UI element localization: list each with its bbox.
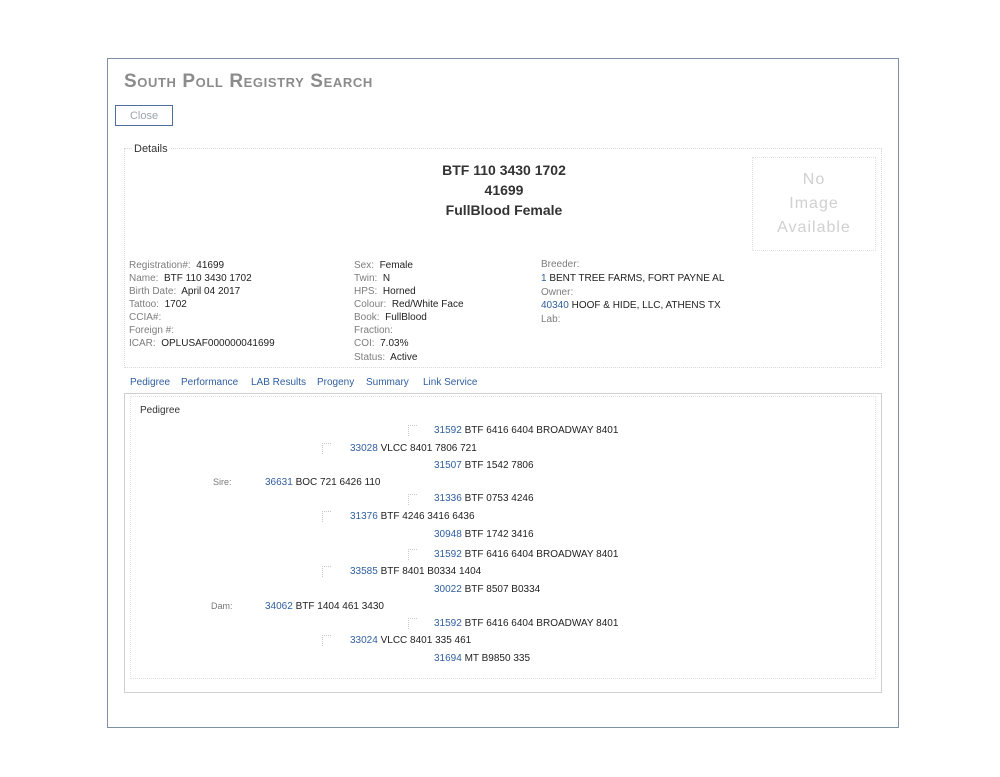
owner-label: Owner: xyxy=(541,287,574,298)
tab-progeny[interactable]: Progeny xyxy=(317,377,355,388)
owner-number-link[interactable]: 40340 xyxy=(541,300,569,311)
field-value: Female xyxy=(379,260,413,271)
detail-row xyxy=(354,325,396,336)
animal-name-heading: BTF 110 3430 1702 xyxy=(442,162,566,178)
animal-name: BTF 4246 3416 6436 xyxy=(380,511,475,522)
field-value: 1702 xyxy=(164,299,187,310)
field-label: ICAR: xyxy=(129,338,156,349)
pedigree-connector xyxy=(408,549,417,560)
details-legend: Details xyxy=(134,143,168,155)
pedigree-node-ddd xyxy=(434,653,530,664)
no-image-text: Available xyxy=(777,219,851,236)
no-image-placeholder xyxy=(752,157,876,251)
animal-name: BTF 8507 B0334 xyxy=(464,584,541,595)
dam-label: Dam: xyxy=(211,601,233,611)
pedigree-connector xyxy=(322,635,331,646)
detail-row xyxy=(354,260,413,271)
pedigree-connector xyxy=(322,511,331,522)
field-value: Red/White Face xyxy=(391,299,464,310)
field-value: Active xyxy=(390,352,418,363)
pedigree-connector xyxy=(322,443,331,454)
animal-name: VLCC 8401 7806 721 xyxy=(380,443,477,454)
detail-row xyxy=(354,286,416,297)
detail-row xyxy=(354,312,427,323)
pedigree-node-sss xyxy=(434,425,618,436)
field-value: BTF 110 3430 1702 xyxy=(164,273,252,284)
pedigree-legend: Pedigree xyxy=(140,405,181,416)
registration-link[interactable]: 31376 xyxy=(350,511,378,522)
field-value: Horned xyxy=(382,286,416,297)
tab-performance[interactable]: Performance xyxy=(181,377,239,388)
registration-link[interactable]: 33024 xyxy=(350,635,378,646)
field-label: Registration#: xyxy=(129,260,191,271)
registration-link[interactable]: 31592 xyxy=(434,618,462,629)
breeder-row xyxy=(541,273,724,284)
detail-row xyxy=(129,286,240,297)
no-image-text: Image xyxy=(789,195,839,212)
registration-link[interactable]: 31694 xyxy=(434,653,462,664)
breeder-label: Breeder: xyxy=(541,259,580,270)
registration-link[interactable]: 31592 xyxy=(434,549,462,560)
detail-row xyxy=(354,273,390,284)
animal-name: BTF 6416 6404 BROADWAY 8401 xyxy=(464,425,619,436)
tab-pedigree[interactable]: Pedigree xyxy=(130,377,171,388)
breeder-name: BENT TREE FARMS, FORT PAYNE AL xyxy=(549,273,725,284)
pedigree-connector xyxy=(408,425,417,436)
field-value: 41699 xyxy=(196,260,225,271)
field-label: COI: xyxy=(354,338,375,349)
registration-link[interactable]: 33028 xyxy=(350,443,378,454)
owner-row xyxy=(541,300,721,311)
breed-type-heading: FullBlood Female xyxy=(445,202,563,218)
field-value: OPLUSAF000000041699 xyxy=(161,338,275,349)
field-label: Name: xyxy=(129,273,159,284)
field-value: 7.03% xyxy=(380,338,409,349)
registration-link[interactable]: 36631 xyxy=(265,477,293,488)
page-title: South Poll Registry Search xyxy=(124,71,373,92)
pedigree-node-ds xyxy=(350,566,481,577)
pedigree-node-dd xyxy=(350,635,471,646)
lab-label: Lab: xyxy=(541,314,561,325)
detail-row xyxy=(129,325,177,336)
animal-name: BTF 1404 461 3430 xyxy=(295,601,384,612)
field-value: FullBlood xyxy=(385,312,427,323)
close-button[interactable]: Close xyxy=(115,105,173,126)
pedigree-connector xyxy=(408,618,417,629)
animal-name: BTF 0753 4246 xyxy=(464,493,534,504)
animal-name: BOC 721 6426 110 xyxy=(295,477,381,488)
detail-row xyxy=(129,338,275,349)
tab-lab-results[interactable]: LAB Results xyxy=(251,377,307,388)
animal-name: VLCC 8401 335 461 xyxy=(380,635,472,646)
no-image-text: No xyxy=(802,171,826,188)
pedigree-node-dsd xyxy=(434,584,540,595)
detail-row xyxy=(129,299,187,310)
pedigree-node-sd xyxy=(350,511,475,522)
field-label: Tattoo: xyxy=(129,299,160,310)
pedigree-node-ss xyxy=(350,443,477,454)
field-label: Twin: xyxy=(354,273,378,284)
tab-summary[interactable]: Summary xyxy=(366,377,409,388)
pedigree-node-sds xyxy=(434,493,534,504)
pedigree-node-dam xyxy=(265,601,384,612)
animal-name: BTF 6416 6404 BROADWAY 8401 xyxy=(464,618,619,629)
field-label: HPS: xyxy=(354,286,378,297)
animal-name: BTF 1542 7806 xyxy=(464,460,534,471)
detail-row xyxy=(354,352,417,363)
pedigree-node-dds xyxy=(434,618,618,629)
detail-row xyxy=(354,299,464,310)
detail-row xyxy=(129,273,252,284)
field-label: Colour: xyxy=(354,299,387,310)
registration-heading: 41699 xyxy=(484,182,524,198)
animal-name: BTF 1742 3416 xyxy=(464,529,534,540)
registration-link[interactable]: 31507 xyxy=(434,460,462,471)
detail-row xyxy=(354,338,408,349)
registration-link[interactable]: 33585 xyxy=(350,566,378,577)
pedigree-node-sire xyxy=(265,477,380,488)
pedigree-node-dss xyxy=(434,549,618,560)
pedigree-connector xyxy=(322,566,331,577)
registration-link[interactable]: 31592 xyxy=(434,425,462,436)
field-label: CCIA#: xyxy=(129,312,162,323)
animal-name: BTF 6416 6404 BROADWAY 8401 xyxy=(464,549,619,560)
animal-name: MT B9850 335 xyxy=(464,653,531,664)
field-label: Fraction: xyxy=(354,325,393,336)
registration-link[interactable]: 30022 xyxy=(434,584,462,595)
owner-name: HOOF & HIDE, LLC, ATHENS TX xyxy=(571,300,721,311)
tab-link-service[interactable]: Link Service xyxy=(423,377,478,388)
registration-link[interactable]: 31336 xyxy=(434,493,462,504)
breeder-number-link[interactable]: 1 xyxy=(541,273,547,284)
field-value: April 04 2017 xyxy=(181,286,241,297)
detail-row xyxy=(129,312,164,323)
field-label: Sex: xyxy=(354,260,375,271)
registration-link[interactable]: 30948 xyxy=(434,529,462,540)
pedigree-node-ssd xyxy=(434,460,534,471)
detail-row xyxy=(129,260,224,271)
registration-link[interactable]: 34062 xyxy=(265,601,293,612)
pedigree-connector xyxy=(408,494,417,505)
field-label: Birth Date: xyxy=(129,286,177,297)
animal-name: BTF 8401 B0334 1404 xyxy=(380,566,482,577)
field-label: Status: xyxy=(354,352,386,363)
sire-label: Sire: xyxy=(213,477,232,487)
field-value: N xyxy=(382,273,391,284)
field-label: Foreign #: xyxy=(129,325,175,336)
pedigree-node-sdd xyxy=(434,529,534,540)
field-label: Book: xyxy=(354,312,380,323)
